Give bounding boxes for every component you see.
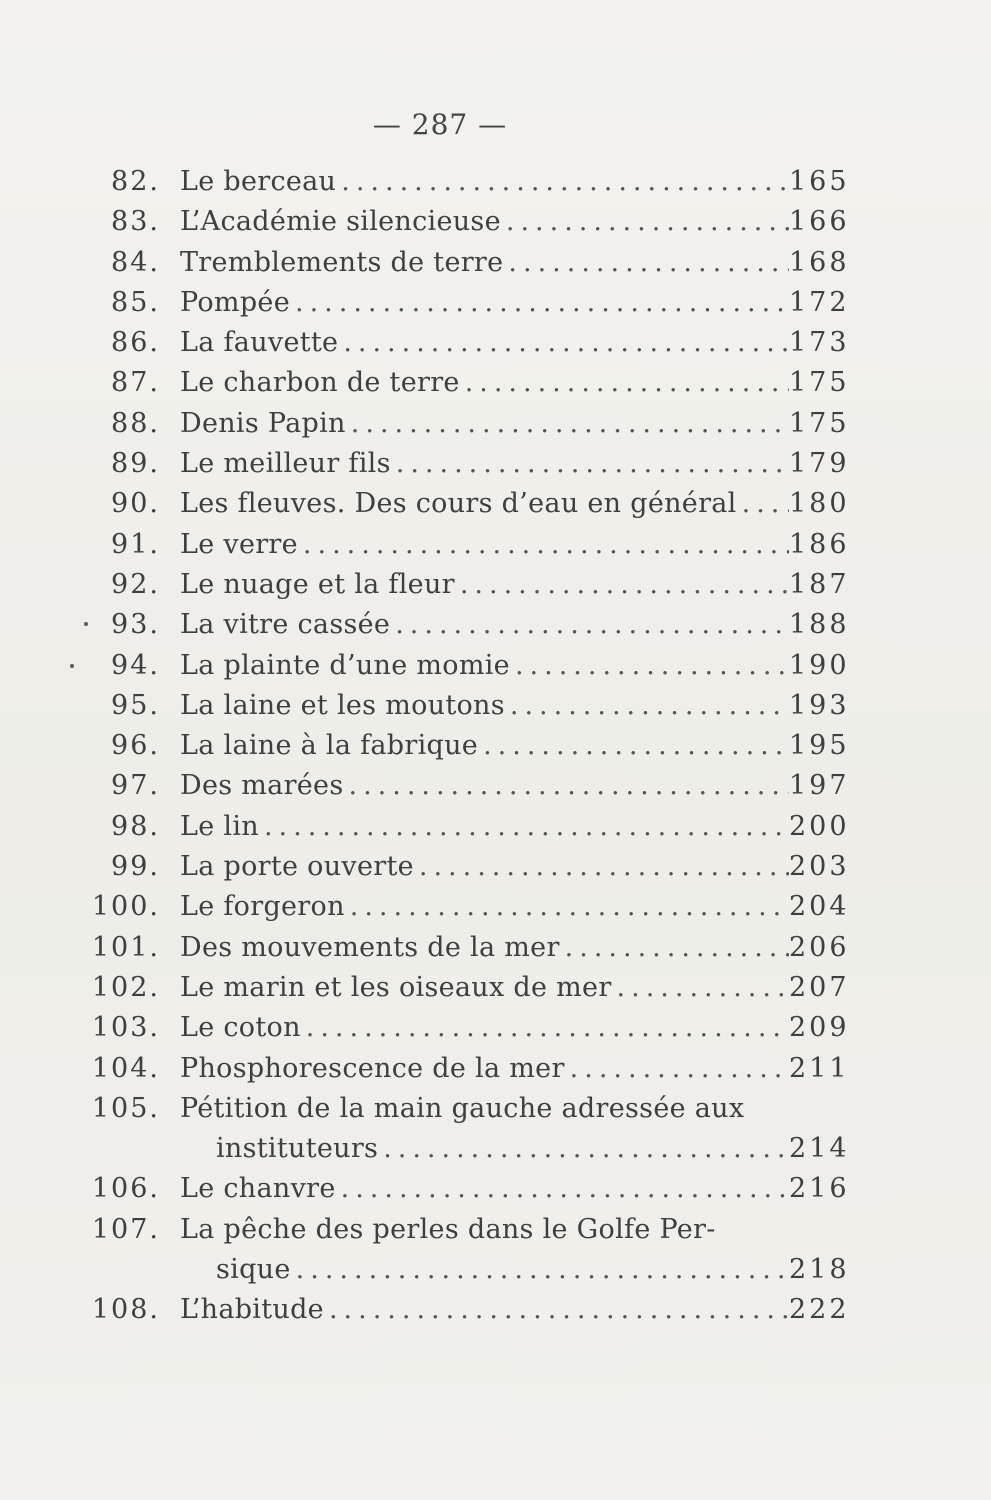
entry-title: Le lin — [180, 810, 259, 842]
entry-number: 106. — [91, 1173, 160, 1205]
entry-number: 82. — [111, 166, 160, 197]
entry-number: 95. — [111, 689, 160, 721]
entry-line — [216, 1129, 789, 1169]
entry-title: L’habitude — [180, 1294, 324, 1326]
entry-title: Le meilleur fils — [180, 448, 391, 480]
toc-entry — [0, 968, 991, 1008]
entry-title: Le coton — [180, 1012, 301, 1044]
toc-entry — [0, 726, 991, 766]
toc-entry — [0, 847, 991, 887]
entry-number: 96. — [111, 730, 160, 762]
dot-leader — [303, 525, 789, 565]
dot-leader — [264, 807, 789, 847]
entry-number: 87. — [111, 367, 160, 399]
entry-page: 165 — [789, 166, 850, 197]
entry-line — [180, 202, 789, 242]
entry-number: 99. — [111, 851, 160, 883]
entry-line — [180, 525, 789, 565]
dot-leader — [506, 202, 789, 242]
margin-speck — [84, 622, 88, 626]
entry-page: 214 — [789, 1133, 850, 1165]
entry-title: Le charbon de terre — [180, 367, 460, 399]
entry-line — [180, 1290, 789, 1330]
entry-number: 93. — [111, 609, 160, 641]
entry-line — [180, 847, 789, 887]
entry-title-continuation: instituteurs — [216, 1133, 379, 1165]
toc-entry — [0, 323, 991, 363]
entry-line — [180, 766, 789, 806]
entry-number: 86. — [111, 327, 160, 359]
entry-title: La vitre cassée — [180, 609, 391, 641]
dot-leader — [483, 726, 789, 766]
entry-page: 175 — [789, 407, 850, 439]
toc-entry — [0, 928, 991, 968]
entry-title: La porte ouverte — [180, 851, 414, 883]
dot-leader — [565, 928, 789, 968]
dot-leader — [383, 1129, 789, 1169]
entry-line — [180, 646, 789, 686]
entry-number: 88. — [111, 407, 160, 439]
toc-entry — [0, 404, 991, 444]
entry-title: Le forgeron — [180, 891, 345, 923]
entry-number: 94. — [111, 649, 160, 681]
entry-title: La pêche des perles dans le Golfe Per- — [180, 1213, 716, 1245]
entry-title: La plainte d’une momie — [180, 649, 510, 681]
entry-line — [180, 565, 789, 605]
entry-page: 206 — [789, 931, 850, 963]
entry-number: 104. — [91, 1052, 160, 1084]
dot-leader — [341, 1169, 789, 1209]
toc-entry — [0, 686, 991, 726]
dot-leader — [351, 404, 789, 444]
entry-page: 180 — [789, 488, 850, 520]
entry-line — [180, 404, 789, 444]
entry-line — [180, 726, 789, 766]
entry-title: Le verre — [180, 528, 298, 560]
toc-entry — [0, 766, 991, 806]
entry-number: 92. — [111, 568, 160, 600]
dot-leader — [396, 444, 789, 484]
entry-line — [180, 444, 789, 484]
toc-entry — [0, 363, 991, 403]
entry-line — [180, 1169, 789, 1209]
dot-leader — [570, 1049, 789, 1089]
dot-leader — [295, 283, 789, 323]
entry-line — [180, 243, 789, 283]
dot-leader — [419, 847, 789, 887]
entry-page: 168 — [789, 246, 850, 278]
dot-leader — [348, 766, 789, 806]
dot-leader — [395, 605, 789, 645]
entry-line — [180, 807, 789, 847]
entry-title: Le marin et les oiseaux de mer — [180, 971, 612, 1003]
entry-page: 175 — [789, 367, 850, 399]
entry-title: Le nuage et la fleur — [180, 568, 455, 600]
entry-number: 84. — [111, 246, 160, 278]
dot-leader — [296, 1250, 789, 1290]
entry-title: Denis Papin — [180, 407, 346, 439]
entry-title: Le berceau — [180, 166, 337, 197]
toc-entry — [0, 1008, 991, 1048]
entry-page: 179 — [789, 448, 850, 480]
entry-line — [180, 162, 789, 202]
entry-page: 200 — [789, 810, 850, 842]
entry-title: Des marées — [180, 770, 344, 802]
entry-line — [180, 887, 789, 927]
dot-leader — [465, 363, 789, 403]
entry-page: 195 — [789, 730, 850, 762]
entry-line — [180, 968, 789, 1008]
entry-number: 90. — [111, 488, 160, 520]
toc-entry — [0, 1169, 991, 1209]
toc-entry — [0, 1290, 991, 1330]
entry-number: 85. — [111, 286, 160, 318]
entry-number: 89. — [111, 448, 160, 480]
entry-page: 190 — [789, 649, 850, 681]
toc-entry-continuation — [0, 1250, 991, 1290]
dot-leader — [515, 646, 789, 686]
entry-line — [180, 686, 789, 726]
table-of-contents — [0, 162, 991, 1331]
entry-number: 101. — [91, 931, 160, 963]
entry-title: Tremblements de terre — [180, 246, 504, 278]
entry-line — [180, 484, 789, 524]
entry-line — [216, 1250, 789, 1290]
toc-entry — [0, 807, 991, 847]
dot-leader — [742, 484, 789, 524]
entry-number: 107. — [91, 1213, 160, 1245]
toc-entry — [0, 565, 991, 605]
entry-title: Les fleuves. Des cours d’eau en général — [180, 488, 737, 520]
entry-number: 102. — [91, 971, 160, 1003]
dot-leader — [460, 565, 789, 605]
entry-page: 222 — [789, 1294, 850, 1326]
entry-title: Phosphorescence de la mer — [180, 1052, 565, 1084]
dot-leader — [617, 968, 789, 1008]
entry-number: 108. — [91, 1294, 160, 1326]
entry-page: 211 — [789, 1052, 850, 1084]
entry-page: 186 — [789, 528, 850, 560]
toc-entry — [0, 605, 991, 645]
toc-entry — [0, 484, 991, 524]
entry-number: 100. — [91, 891, 160, 923]
entry-number: 105. — [91, 1092, 160, 1124]
entry-page: 173 — [789, 327, 850, 359]
dot-leader — [343, 323, 789, 363]
toc-entry-continuation — [0, 1129, 991, 1169]
entry-line — [180, 1049, 789, 1089]
entry-number: 103. — [91, 1012, 160, 1044]
dot-leader — [350, 887, 789, 927]
entry-title: La fauvette — [180, 327, 339, 359]
entry-number: 83. — [111, 206, 160, 238]
entry-line — [180, 1008, 789, 1048]
entry-line — [180, 323, 789, 363]
entry-title: La laine à la fabrique — [180, 730, 479, 762]
dot-leader — [329, 1290, 789, 1330]
toc-entry — [0, 283, 991, 323]
toc-entry — [0, 243, 991, 283]
page-number: — 287 — — [372, 108, 508, 141]
entry-page: 166 — [789, 206, 850, 238]
entry-title-continuation: sique — [216, 1254, 291, 1286]
entry-title: La laine et les moutons — [180, 689, 505, 721]
dot-leader — [510, 686, 789, 726]
toc-entry — [0, 887, 991, 927]
entry-title: Des mouvements de la mer — [180, 931, 560, 963]
toc-entry — [0, 162, 991, 202]
entry-title: L’Académie silencieuse — [180, 206, 501, 238]
toc-entry — [0, 202, 991, 242]
entry-page: 216 — [789, 1173, 850, 1205]
toc-entry — [0, 525, 991, 565]
entry-page: 207 — [789, 971, 850, 1003]
toc-entry — [0, 1210, 991, 1250]
toc-entry — [0, 1049, 991, 1089]
entry-page: 193 — [789, 689, 850, 721]
entry-page: 203 — [789, 851, 850, 883]
toc-entry — [0, 444, 991, 484]
entry-page: 197 — [789, 770, 850, 802]
entry-number: 91. — [111, 528, 160, 560]
entry-line — [180, 928, 789, 968]
entry-page: 204 — [789, 891, 850, 923]
entry-number: 97. — [111, 770, 160, 802]
entry-page: 172 — [789, 286, 850, 318]
toc-entry — [0, 646, 991, 686]
entry-title: Le chanvre — [180, 1173, 336, 1205]
entry-number: 98. — [111, 810, 160, 842]
dot-leader — [508, 243, 789, 283]
dot-leader — [341, 162, 789, 202]
entry-page: 209 — [789, 1012, 850, 1044]
margin-speck — [70, 664, 74, 668]
entry-page: 218 — [789, 1254, 850, 1286]
entry-line — [180, 283, 789, 323]
entry-line — [180, 605, 789, 645]
entry-page: 188 — [789, 609, 850, 641]
entry-line — [180, 363, 789, 403]
toc-entry — [0, 1089, 991, 1129]
dot-leader — [306, 1008, 789, 1048]
entry-title: Pompée — [180, 286, 290, 318]
entry-page: 187 — [789, 568, 850, 600]
entry-title: Pétition de la main gauche adressée aux — [180, 1092, 745, 1124]
